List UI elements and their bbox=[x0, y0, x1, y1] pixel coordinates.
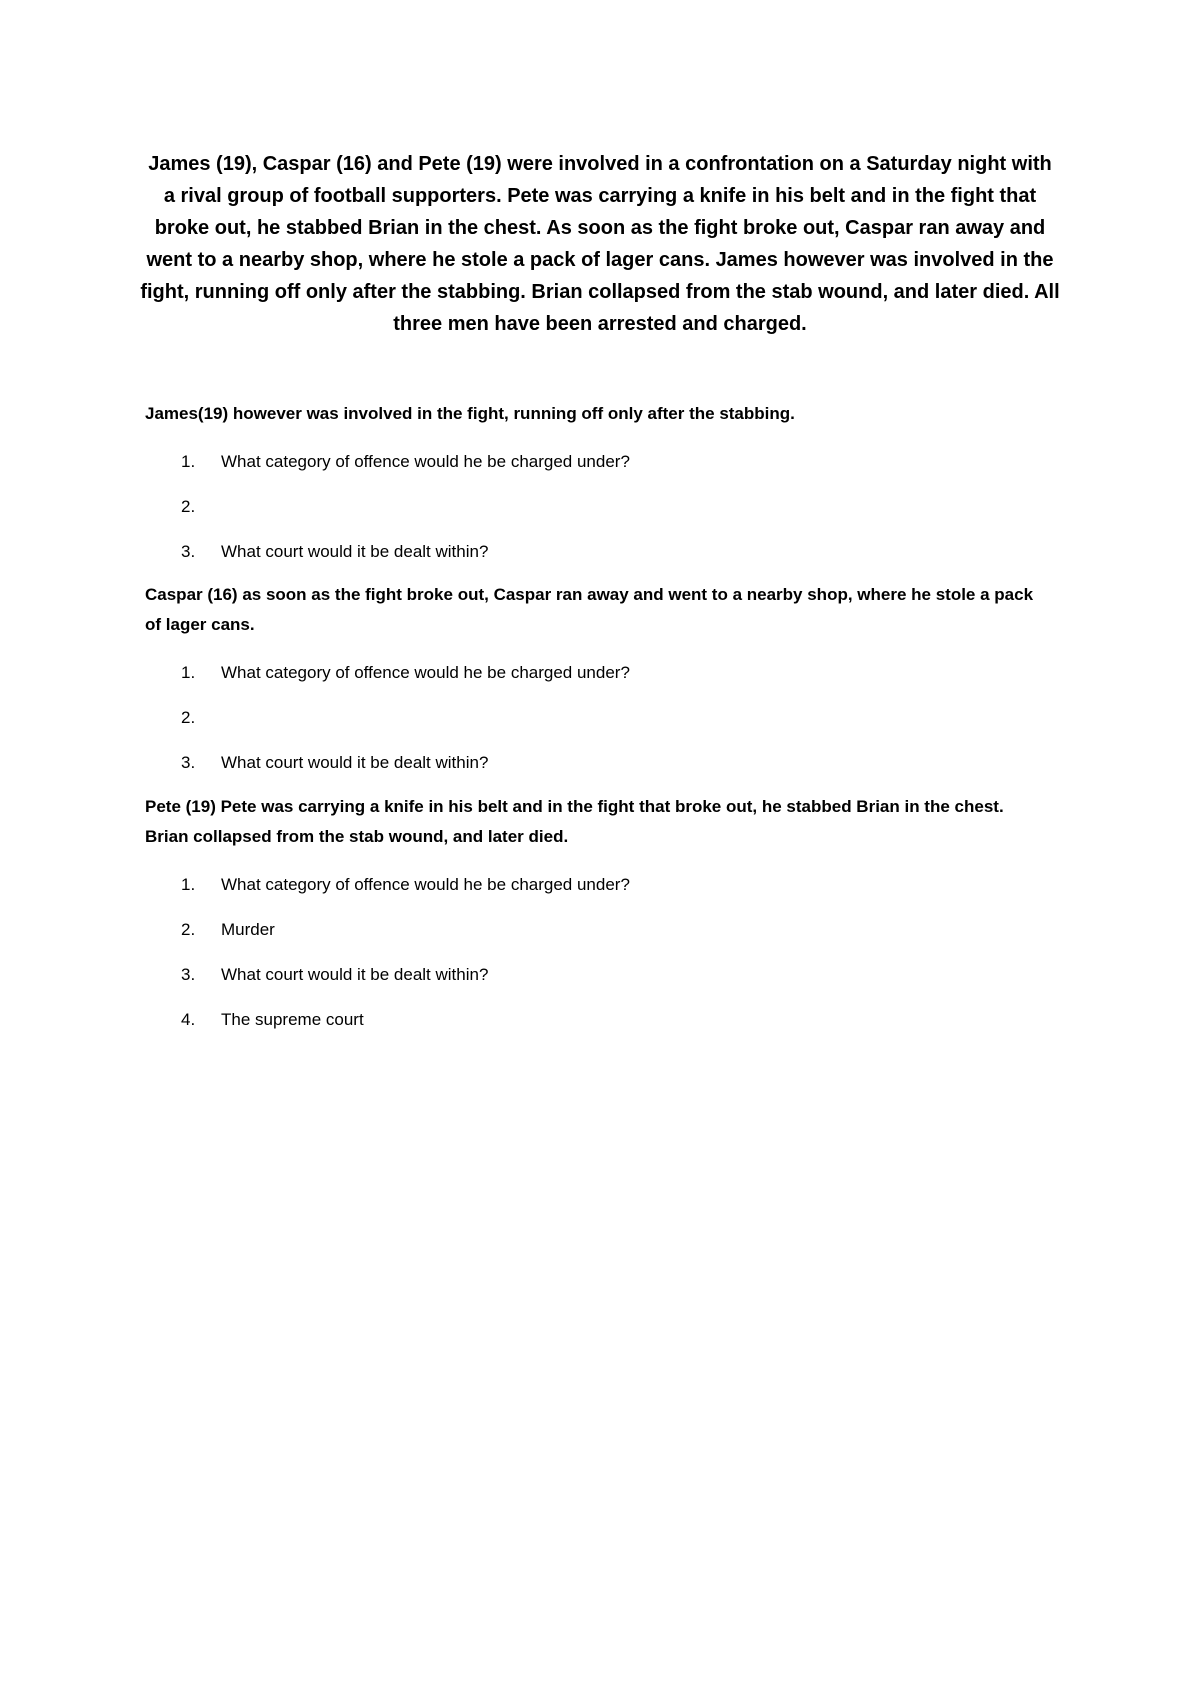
question-list bbox=[145, 872, 1045, 1032]
item-number: 1. bbox=[181, 663, 196, 682]
item-number: 3. bbox=[181, 542, 196, 561]
list-item bbox=[145, 962, 1045, 987]
item-number: 2. bbox=[181, 920, 196, 939]
question-list bbox=[145, 449, 1045, 564]
question-list bbox=[145, 660, 1045, 775]
scenario-paragraph: James (19), Caspar (16) and Pete (19) were involved in a confrontation on a Saturday night with a rival group of football supporters. Pete was carrying a knife in his belt and in the fight that broke out, he stabbed Brian in the chest. As soon as the fight broke out, Caspar ran away and went to a nearby shop, where he stole a pack of lager cans. James however was involved in the fight, running off only after the stabbing. Brian collapsed from the stab wound, and later died. All three men have been arrested and charged. bbox=[140, 153, 1060, 335]
item-text: What court would it be dealt within? bbox=[221, 542, 489, 561]
item-text: The supreme court bbox=[221, 1010, 364, 1029]
section-heading: Pete (19) Pete was carrying a knife in his belt and in the fight that broke out, he stabbed Brian in the chest. Brian collapsed from the stab wound, and later died. bbox=[145, 797, 1004, 846]
item-number: 1. bbox=[181, 875, 196, 894]
list-item bbox=[145, 917, 1045, 942]
item-number: 3. bbox=[181, 753, 196, 772]
item-text bbox=[221, 494, 1045, 519]
item-number: 3. bbox=[181, 965, 196, 984]
list-item bbox=[145, 872, 1045, 897]
section-heading: James(19) however was involved in the fight, running off only after the stabbing. bbox=[145, 404, 795, 423]
item-number: 2. bbox=[181, 497, 196, 516]
item-number: 2. bbox=[181, 708, 196, 727]
list-item bbox=[145, 660, 1045, 685]
item-text: What category of offence would he be charged under? bbox=[221, 452, 630, 471]
section-caspar bbox=[145, 580, 1045, 775]
list-item bbox=[145, 449, 1045, 474]
section-james bbox=[145, 399, 1045, 564]
item-number: 4. bbox=[181, 1010, 196, 1029]
item-text: What court would it be dealt within? bbox=[221, 965, 489, 984]
item-text bbox=[221, 705, 1045, 730]
list-item bbox=[145, 1007, 1045, 1032]
section-pete bbox=[145, 792, 1045, 1032]
section-heading: Caspar (16) as soon as the fight broke out, Caspar ran away and went to a nearby shop, where he stole a pack of lager cans. bbox=[145, 585, 1034, 634]
list-item bbox=[145, 750, 1045, 775]
item-text: Murder bbox=[221, 920, 275, 939]
list-item bbox=[145, 705, 1045, 730]
item-text: What court would it be dealt within? bbox=[221, 753, 489, 772]
item-text: What category of offence would he be charged under? bbox=[221, 663, 630, 682]
list-item bbox=[145, 539, 1045, 564]
item-text: What category of offence would he be charged under? bbox=[221, 875, 630, 894]
list-item bbox=[145, 494, 1045, 519]
item-number: 1. bbox=[181, 452, 196, 471]
